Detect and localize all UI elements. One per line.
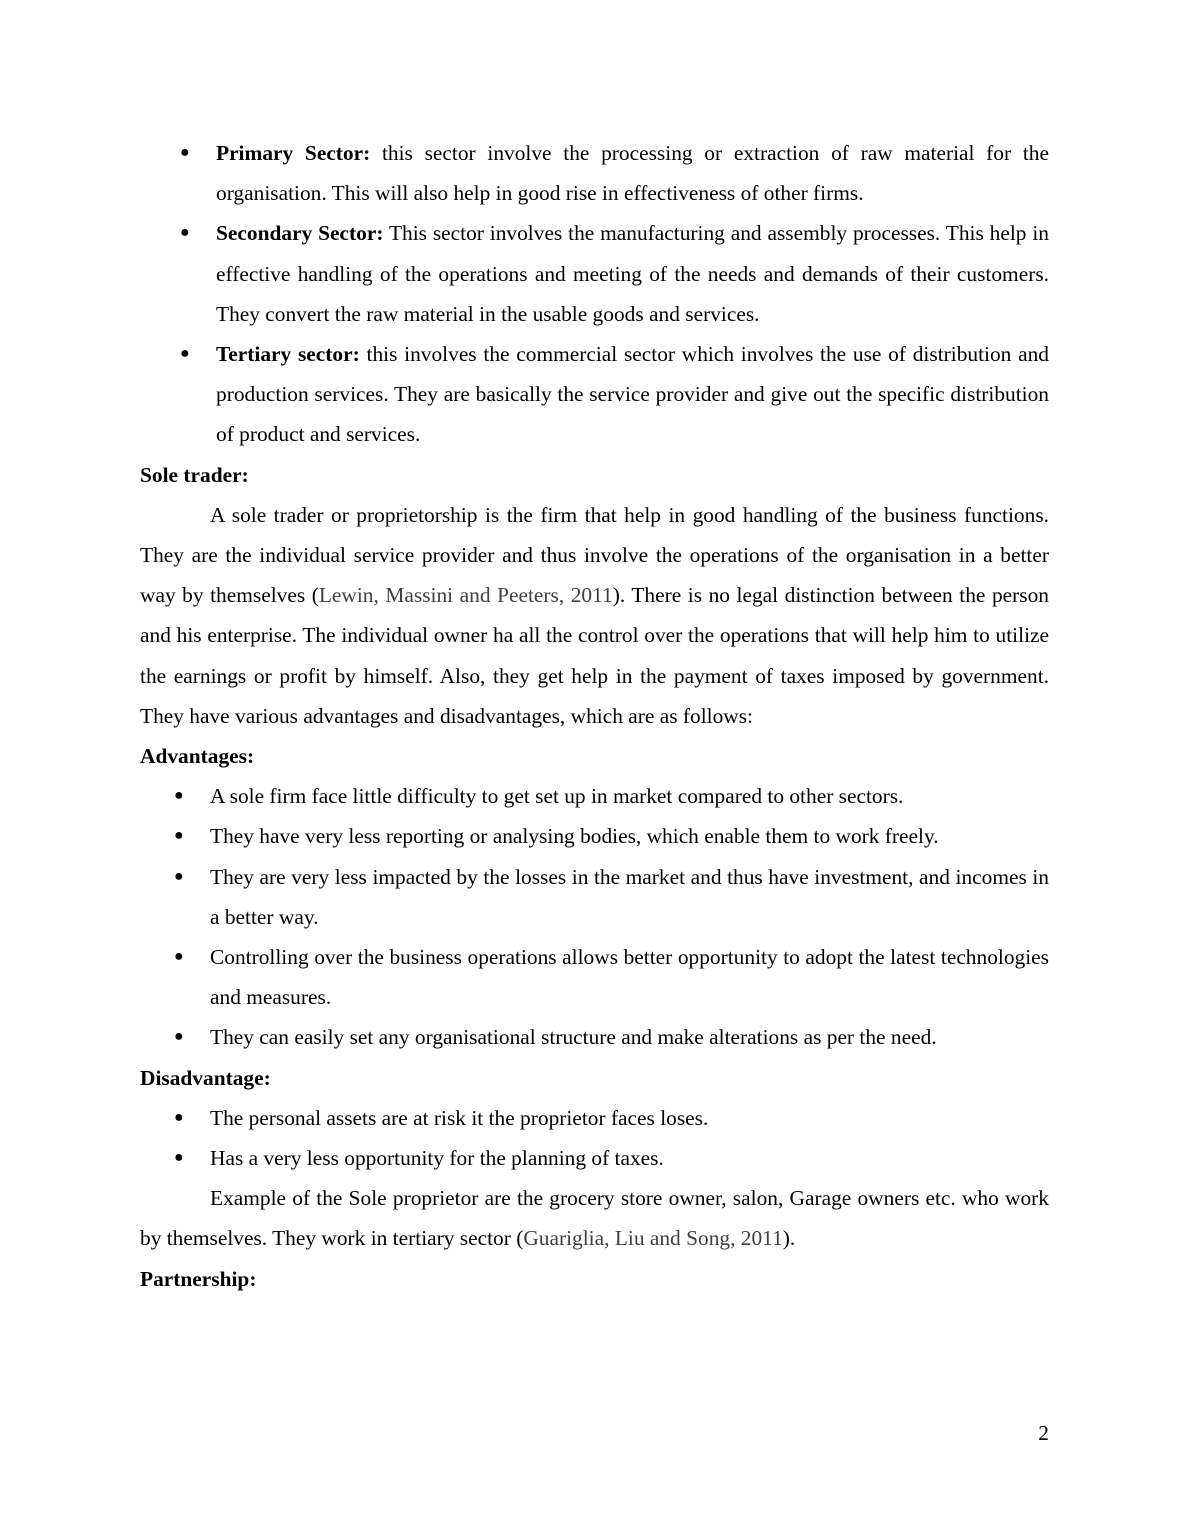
list-item-tertiary-sector	[216, 334, 1049, 455]
primary-sector-text: this sector involve the processing or extraction of raw material for the organisation. This will also help in good rise in effectiveness of other firms.	[216, 141, 1049, 206]
advantage-text: They are very less impacted by the losses in the market and thus have investment, and incomes in a better way.	[210, 864, 1049, 929]
bullet-icon	[174, 857, 184, 897]
citation-lewin: Lewin, Massini and Peeters, 2011	[318, 583, 613, 608]
list-item-primary-sector	[216, 133, 1049, 213]
disadvantage-heading: Disadvantage:	[140, 1065, 271, 1090]
page-number: 2	[1038, 1421, 1049, 1445]
disadvantage-text: The personal assets are at risk it the proprietor faces loses.	[210, 1105, 709, 1130]
example-paragraph	[140, 1178, 1049, 1258]
secondary-sector-text: This sector involves the manufacturing and assembly processes. This help in effective handling of the operations and meeting of the needs and demands of their customers. They convert the raw material in the usable goods and services.	[216, 221, 1049, 326]
partnership-heading: Partnership:	[140, 1266, 257, 1291]
page-content	[140, 133, 1049, 1299]
list-item	[210, 1017, 1049, 1057]
disadvantages-list	[140, 1098, 1049, 1178]
bullet-icon	[174, 816, 184, 856]
bullet-icon	[180, 334, 190, 374]
list-item	[210, 857, 1049, 937]
bullet-icon	[174, 1098, 184, 1138]
example-text-part1: Example of the Sole proprietor are the grocery store owner, salon, Garage owners etc. who work by themselves. They work in tertiary sector (	[140, 1186, 1049, 1251]
bullet-icon	[174, 776, 184, 816]
primary-sector-term: Primary Sector:	[216, 141, 371, 165]
bullet-icon	[174, 1138, 184, 1178]
list-item	[210, 776, 1049, 816]
tertiary-sector-text: this involves the commercial sector which involves the use of distribution and production services. They are basically the service provider and give out the specific distribution of product and services.	[216, 342, 1049, 447]
sole-trader-paragraph	[140, 495, 1049, 736]
advantage-text: A sole firm face little difficulty to get set up in market compared to other sectors.	[210, 784, 904, 809]
sole-trader-heading: Sole trader:	[140, 462, 249, 487]
bullet-icon	[174, 937, 184, 977]
example-text-part2: ).	[782, 1226, 796, 1251]
bullet-icon	[180, 133, 190, 173]
bullet-icon	[174, 1017, 184, 1057]
advantage-text: They have very less reporting or analysing bodies, which enable them to work freely.	[210, 824, 939, 849]
sector-list	[140, 133, 1049, 455]
sole-trader-text-part2: ). There is no legal distinction between the person and his enterprise. The individual owner ha all the control over the operations that will help him to utilize the earnings or profit by himself. Also, they get help in the payment of taxes imposed by government. They have various advantages and disadvantages, which are as follows:	[140, 583, 1049, 728]
tertiary-sector-term: Tertiary sector:	[216, 342, 360, 367]
list-item	[210, 1138, 1049, 1178]
list-item	[210, 816, 1049, 856]
bullet-icon	[180, 213, 190, 253]
advantage-text: They can easily set any organisational structure and make alterations as per the need.	[210, 1025, 937, 1050]
disadvantage-text: Has a very less opportunity for the planning of taxes.	[210, 1146, 664, 1171]
advantage-text: Controlling over the business operations allows better opportunity to adopt the latest technologies and measures.	[210, 945, 1049, 1010]
sole-trader-text-part1: A sole trader or proprietorship is the firm that help in good handling of the business functions. They are the individual service provider and thus involve the operations of the organisation in a better way by themselves (	[140, 502, 1049, 608]
advantages-heading: Advantages:	[140, 744, 255, 769]
list-item-secondary-sector	[216, 213, 1049, 334]
secondary-sector-term: Secondary Sector:	[216, 221, 384, 246]
advantages-list	[140, 776, 1049, 1057]
list-item	[210, 937, 1049, 1017]
citation-guariglia: Guariglia, Liu and Song, 2011	[523, 1226, 783, 1251]
list-item	[210, 1098, 1049, 1138]
